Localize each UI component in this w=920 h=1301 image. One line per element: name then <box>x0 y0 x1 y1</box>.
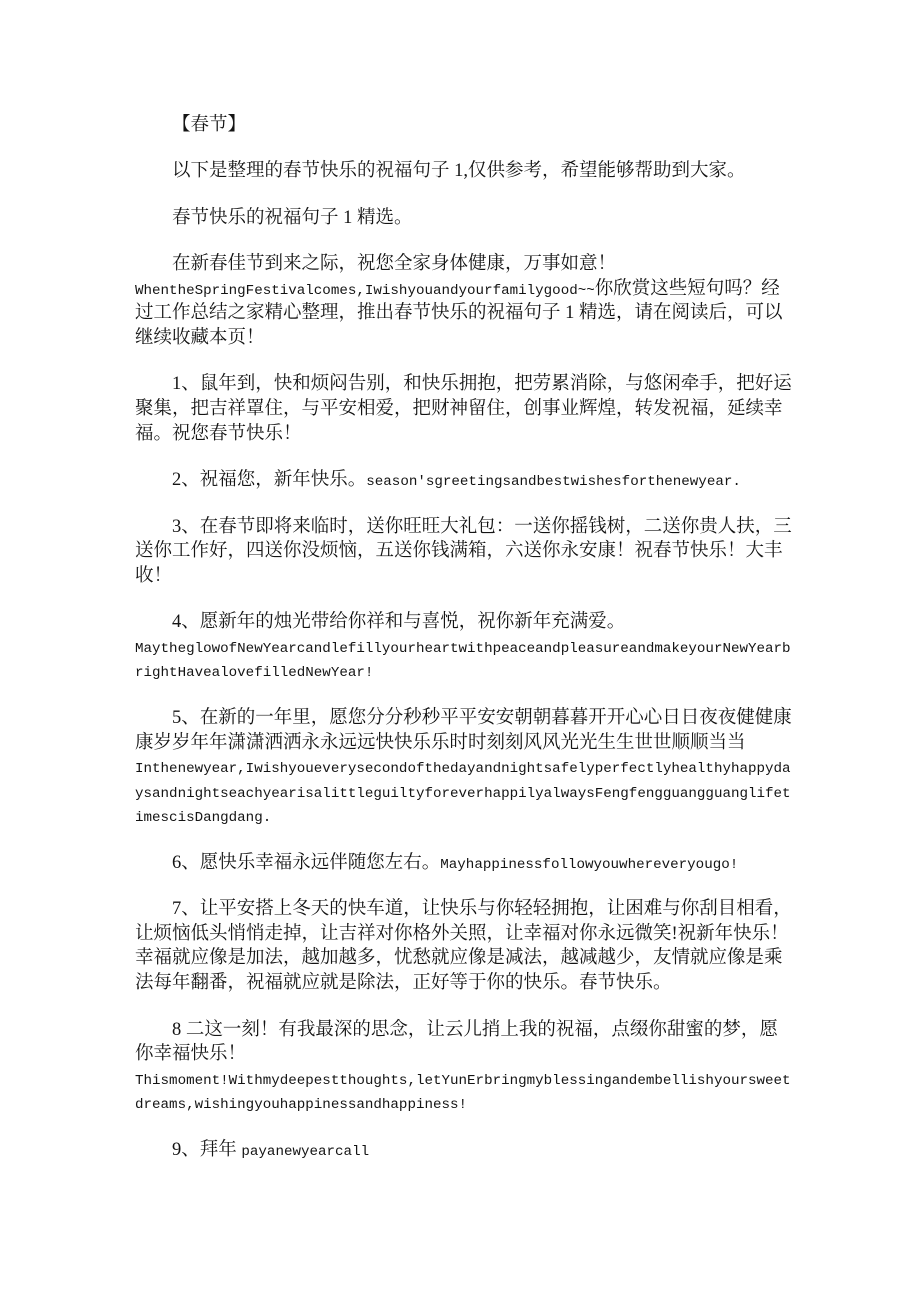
line-text: 幸福就应像是加法，越加越多，忧愁就应像是减法，越减越少，友情就应像是乘 <box>135 948 783 969</box>
text-line <box>135 610 920 635</box>
text-line <box>135 635 920 660</box>
text-line <box>135 851 920 876</box>
greeting-item-6 <box>135 851 920 876</box>
line-text-english: season'sgreetingsandbestwishesforthenewyear. <box>366 474 741 491</box>
line-text: 你幸福快乐！ <box>135 1044 247 1065</box>
line-text-english: imescisDangdang. <box>135 810 272 827</box>
line-text: 1、鼠年到，快和烦闷告别，和快乐拥抱，把劳累消除，与悠闲牵手，把好运 <box>172 374 792 395</box>
text-line <box>135 1067 920 1092</box>
line-text: 在新春佳节到来之际，祝您全家身体健康，万事如意！ <box>172 254 617 275</box>
greeting-item-8 <box>135 1018 920 1116</box>
line-text: 福。祝您春节快乐！ <box>135 423 302 444</box>
line-text-english: dreams,wishingyouhappinessandhappiness! <box>135 1097 468 1114</box>
greeting-item-7 <box>135 897 920 995</box>
section-heading <box>135 113 920 138</box>
line-text: 8 二这一刻！有我最深的思念，让云儿捎上我的祝福，点缀你甜蜜的梦，愿 <box>172 1019 778 1040</box>
greeting-item-1 <box>135 372 920 446</box>
line-text: 让烦恼低头悄悄走掉，让吉祥对你格外关照，让幸福对你永远微笑!祝新年快乐！ <box>135 923 789 944</box>
line-text-english: ysandnightseachyearisalittleguiltyforeverhappilyalwaysFengfengguangguanglifet <box>135 785 791 802</box>
text-line <box>135 971 920 996</box>
text-line <box>135 564 920 589</box>
text-line <box>135 897 920 922</box>
text-line <box>135 397 920 422</box>
intro-paragraph <box>135 159 920 184</box>
text-line <box>135 1138 920 1163</box>
text-line <box>135 372 920 397</box>
text-line <box>135 946 920 971</box>
line-text-english: payanewyearcall <box>241 1143 370 1160</box>
greeting-item-2 <box>135 468 920 493</box>
text-line <box>135 780 920 805</box>
subtitle-paragraph <box>135 206 920 231</box>
text-line <box>135 539 920 564</box>
line-text: 聚集，把吉祥罩住，与平安相爱，把财神留住，创事业辉煌，转发祝福，延续幸 <box>135 399 783 419</box>
line-text: 送你工作好，四送你没烦恼，五送你钱满箱，六送你永安康！祝春节快乐！大丰 <box>135 541 783 562</box>
line-text: 9、拜年 <box>172 1139 242 1160</box>
line-text-english: Inthenewyear,Iwishyoueverysecondofthedayandnightsafelyperfectlyhealthyhappyda <box>135 761 791 778</box>
greeting-item-9 <box>135 1138 920 1163</box>
line-text: 2、祝福您，新年快乐。 <box>172 470 367 491</box>
text-line <box>135 326 920 351</box>
text-line <box>135 755 920 780</box>
text-line <box>135 252 920 277</box>
line-text: 康岁岁年年潇潇洒洒永永远远快快乐乐时时刻刻风风光光生生世世顺顺当当 <box>135 732 746 753</box>
greeting-item-3 <box>135 515 920 589</box>
line-text-english: WhentheSpringFestivalcomes,Iwishyouandyourfamilygood~~ <box>135 282 595 299</box>
intro-text: 以下是整理的春节快乐的祝福句子 1,仅供参考，希望能够帮助到大家。 <box>172 161 746 182</box>
text-line <box>135 706 920 731</box>
line-text-english: rightHavealovefilledNewYear! <box>135 665 374 682</box>
text-line <box>135 113 920 138</box>
line-text: 继续收藏本页！ <box>135 327 265 348</box>
text-line <box>135 1042 920 1067</box>
line-text: 过工作总结之家精心整理，推出春节快乐的祝福句子 1 精选，请在阅读后，可以 <box>135 303 783 324</box>
text-line <box>135 1091 920 1116</box>
text-line <box>135 301 920 326</box>
line-text: 7、让平安搭上冬天的快车道，让快乐与你轻轻拥抱，让困难与你刮目相看， <box>172 899 792 920</box>
text-line <box>135 277 920 302</box>
text-line <box>135 422 920 447</box>
text-line <box>135 804 920 829</box>
text-line <box>135 515 920 540</box>
line-text: 收！ <box>135 565 173 586</box>
text-line <box>135 206 920 231</box>
line-text: 法每年翻番，祝福就应就是除法，正好等于你的快乐。春节快乐。 <box>135 973 672 994</box>
line-text-english: MaytheglowofNewYearcandlefillyourheartwithpeaceandpleasureandmakeyourNewYearb <box>135 640 791 657</box>
text-line <box>135 1018 920 1043</box>
line-text: 你欣赏这些短句吗？经 <box>594 278 780 299</box>
text-line <box>135 159 920 184</box>
greeting-item-5 <box>135 706 920 829</box>
line-text: 6、愿快乐幸福永远伴随您左右。 <box>172 852 441 873</box>
greeting-item-4 <box>135 610 920 684</box>
preface-paragraph <box>135 252 920 350</box>
line-text: 3、在春节即将来临时，送你旺旺大礼包：一送你摇钱树，二送你贵人扶，三 <box>172 516 792 537</box>
subtitle-text: 春节快乐的祝福句子 1 精选。 <box>172 207 413 228</box>
line-text-english: Thismoment!Withmydeepestthoughts,letYunErbringmyblessingandembellishyoursweet <box>135 1072 791 1089</box>
line-text: 4、愿新年的烛光带给你祥和与喜悦，祝你新年充满爱。 <box>172 612 626 633</box>
text-line <box>135 922 920 947</box>
text-line <box>135 731 920 756</box>
line-text-english: Mayhappinessfollowyouwhereveryougo! <box>440 856 739 873</box>
text-line <box>135 659 920 684</box>
line-text: 5、在新的一年里，愿您分分秒秒平平安安朝朝暮暮开开心心日日夜夜健健康 <box>172 707 792 728</box>
heading-text: 【春节】 <box>172 114 247 135</box>
text-line <box>135 468 920 493</box>
